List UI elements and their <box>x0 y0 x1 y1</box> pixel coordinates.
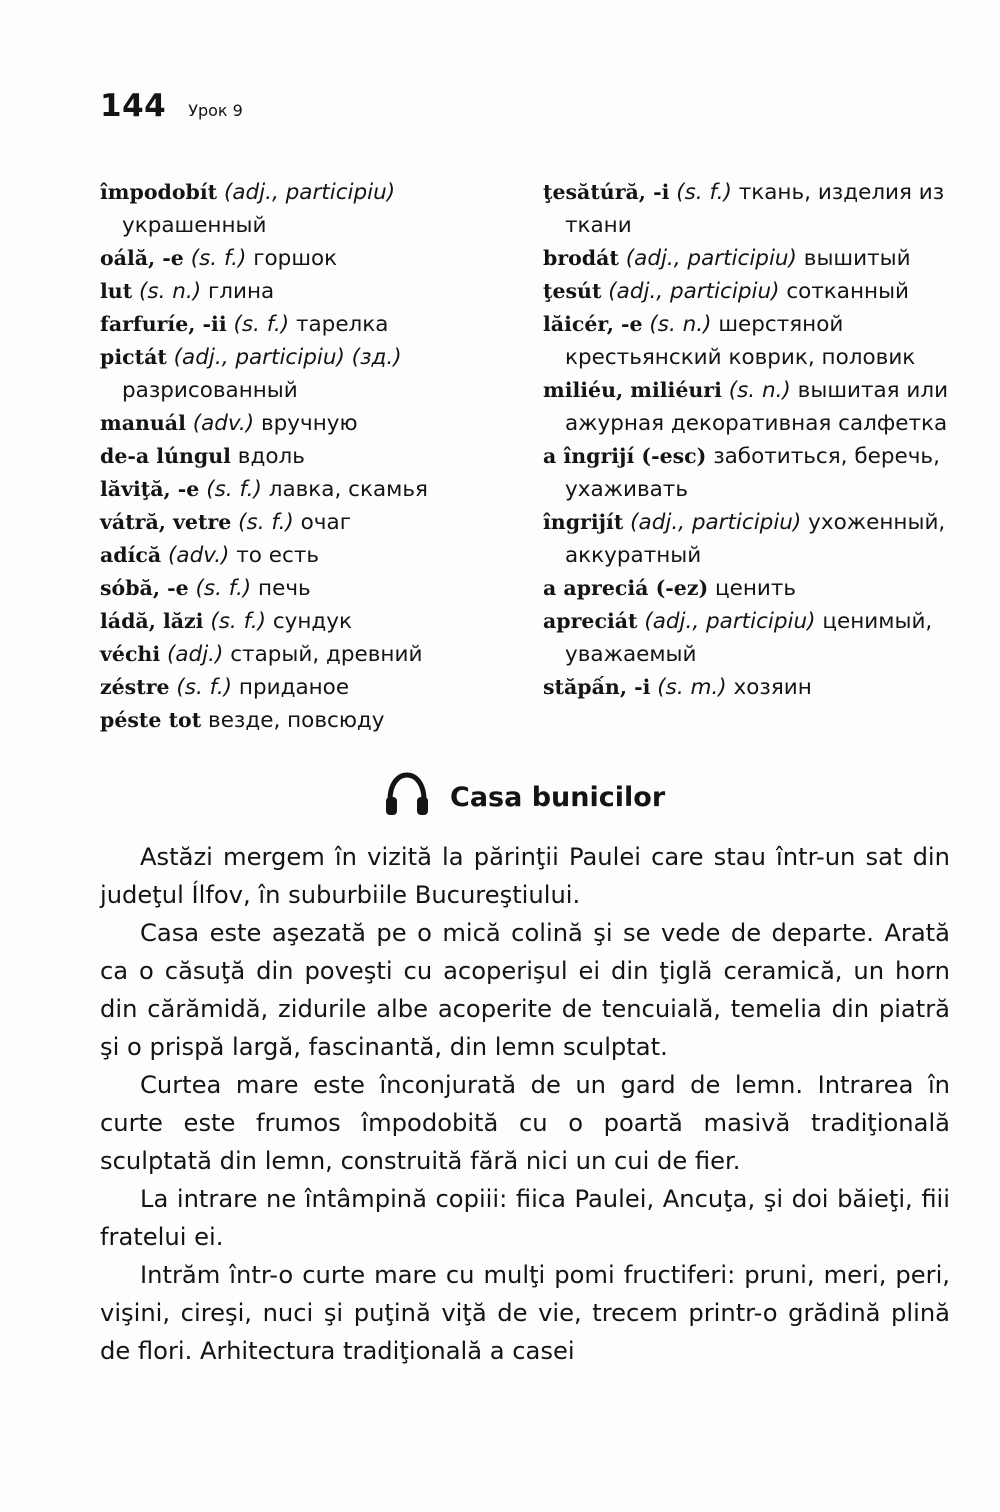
vocab-entry: brodát (adj., participiu) вышитый <box>543 246 911 271</box>
vocab-entry: împodobít (adj., participiu) украшенный <box>100 180 396 238</box>
running-title: Урок 9 <box>188 101 243 120</box>
vocab-entry: lăicér, -e (s. n.) шерстяной крестьянский коврик, половик <box>543 312 916 370</box>
paragraph: Intrăm într-o curte mare cu mulţi pomi fructiferi: pruni, meri, peri, vişini, cireşi, nuci şi puţină viţă de vie, trecem printr-o grădină plină de flori. Arhitectura tradiţională a casei <box>100 1261 950 1365</box>
vocabulary-right-column <box>543 176 955 704</box>
vocab-entry: lut (s. n.) глина <box>100 279 275 304</box>
vocab-entry: îngrijít (adj., participiu) ухоженный, аккуратный <box>543 510 946 568</box>
section-heading <box>382 770 665 824</box>
vocab-entry: vátră, vetre (s. f.) очаг <box>100 510 351 535</box>
vocab-entry: oálă, -e (s. f.) горшок <box>100 246 338 271</box>
vocab-entry: de-a lúngul вдоль <box>100 444 305 469</box>
vocab-entry: ládă, lăzi (s. f.) сундук <box>100 609 353 634</box>
vocab-entry: véchi (adj.) старый, древний <box>100 642 423 667</box>
paragraph: Casa este aşezată pe o mică colină şi se vede de departe. Arată ca o căsuţă din poveşti cu acoperişul ei din ţiglă ceramică, un horn din cărămidă, zidurile albe acoperite de tencuială, temelia din piatră şi o prispă largă, fascinantă, din lemn sculptat. <box>100 919 950 1061</box>
page-number: 144 <box>100 88 167 124</box>
vocab-entry: zéstre (s. f.) приданое <box>100 675 350 700</box>
vocab-entry: a apreciá (-ez) ценить <box>543 576 797 601</box>
section-title: Casa bunicilor <box>450 781 666 813</box>
vocab-entry: ţesút (adj., participiu) сотканный <box>543 279 910 304</box>
paragraph: Curtea mare este înconjurată de un gard de lemn. Intrarea în curte este frumos împodobită cu o poartă masivă tradiţională sculptată din lemn, construită fără nici un cui de fier. <box>100 1071 950 1175</box>
vocab-entry: manuál (adv.) вручную <box>100 411 358 436</box>
paragraph: Astăzi mergem în vizită la părinţii Paulei care stau într-un sat din judeţul Ílfov, în suburbiile Bucureştiului. <box>100 843 950 909</box>
vocab-entry: farfuríe, -ii (s. f.) тарелка <box>100 312 389 337</box>
vocab-entry: ţesătúră, -i (s. f.) ткань, изделия из ткани <box>543 180 945 238</box>
reading-text <box>100 838 950 1370</box>
vocab-entry: sóbă, -e (s. f.) печь <box>100 576 311 601</box>
vocabulary-left-column <box>100 176 520 737</box>
vocab-entry: lăviţă, -e (s. f.) лавка, скамья <box>100 477 428 502</box>
vocab-entry: adícă (adv.) то есть <box>100 543 320 568</box>
vocab-entry: apreciát (adj., participiu) ценимый, уважаемый <box>543 609 933 667</box>
vocab-entry: pictát (adj., participiu) (зд.) разрисованный <box>100 345 402 403</box>
paragraph: La intrare ne întâmpină copiii: fiica Paulei, Ancuţa, şi doi băieţi, fiii fratelui ei. <box>100 1185 950 1251</box>
vocab-entry: péste tot везде, повсюду <box>100 708 385 733</box>
vocab-entry: miliéu, miliéuri (s. n.) вышитая или ажурная декоративная салфетка <box>543 378 949 436</box>
headphones-icon[interactable] <box>382 770 432 824</box>
page-header <box>100 88 243 124</box>
vocab-entry: stăpấn, -i (s. m.) хозяин <box>543 675 812 700</box>
vocab-entry: a îngrijí (-esc) заботиться, беречь, ухаживать <box>543 444 940 502</box>
